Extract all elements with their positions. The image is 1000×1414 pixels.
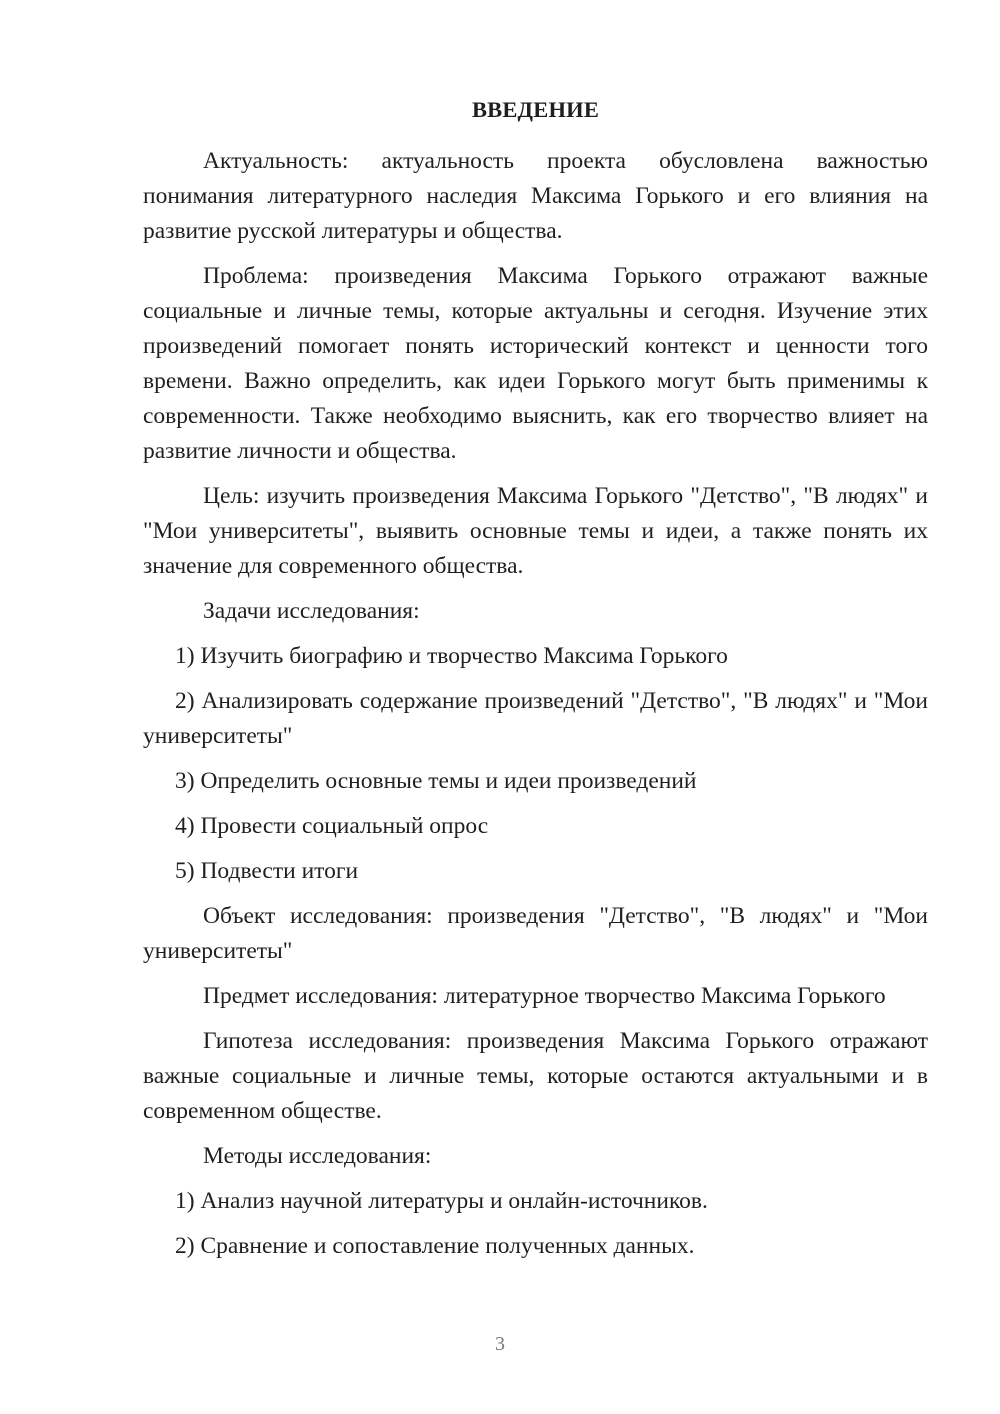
method-item: 1) Анализ научной литературы и онлайн-источников.	[175, 1188, 708, 1214]
goal-paragraph: Цель: изучить произведения Максима Горького "Детство", "В людях" и "Мои университеты", выявить основные темы и идеи, а также понять их значение для современного общества.	[143, 483, 928, 579]
page-number: 3	[495, 1333, 505, 1355]
page-title: ВВЕДЕНИЕ	[471, 97, 600, 122]
method-item: 2) Сравнение и сопоставление полученных данных.	[175, 1233, 695, 1259]
subject-paragraph: Предмет исследования: литературное творчество Максима Горького	[203, 983, 886, 1009]
task-item: 2) Анализировать содержание произведений "Детство", "В людях" и "Мои университеты"	[143, 688, 928, 749]
problem-paragraph: Проблема: произведения Максима Горького отражают важные социальные и личные темы, которые актуальны и сегодня. Изучение этих произведений помогает понять исторический контекст и ценности того времени. Важно определить, как идеи Горького могут быть применимы к современности. Также необходимо выяснить, как его творчество влияет на развитие личности и общества.	[143, 263, 928, 464]
task-item: 3) Определить основные темы и идеи произведений	[175, 768, 697, 794]
document-page	[143, 90, 928, 1274]
hypothesis-paragraph: Гипотеза исследования: произведения Максима Горького отражают важные социальные и личные темы, которые остаются актуальными и в современном обществе.	[143, 1028, 928, 1124]
task-item: 1) Изучить биографию и творчество Максима Горького	[175, 643, 728, 669]
task-item: 5) Подвести итоги	[175, 858, 359, 884]
task-item: 4) Провести социальный опрос	[175, 813, 489, 839]
object-paragraph: Объект исследования: произведения "Детство", "В людях" и "Мои университеты"	[143, 903, 928, 964]
relevance-paragraph: Актуальность: актуальность проекта обусловлена важностью понимания литературного наследия Максима Горького и его влияния на развитие русской литературы и общества.	[143, 148, 928, 244]
tasks-heading: Задачи исследования:	[203, 598, 420, 624]
methods-heading: Методы исследования:	[203, 1143, 432, 1169]
